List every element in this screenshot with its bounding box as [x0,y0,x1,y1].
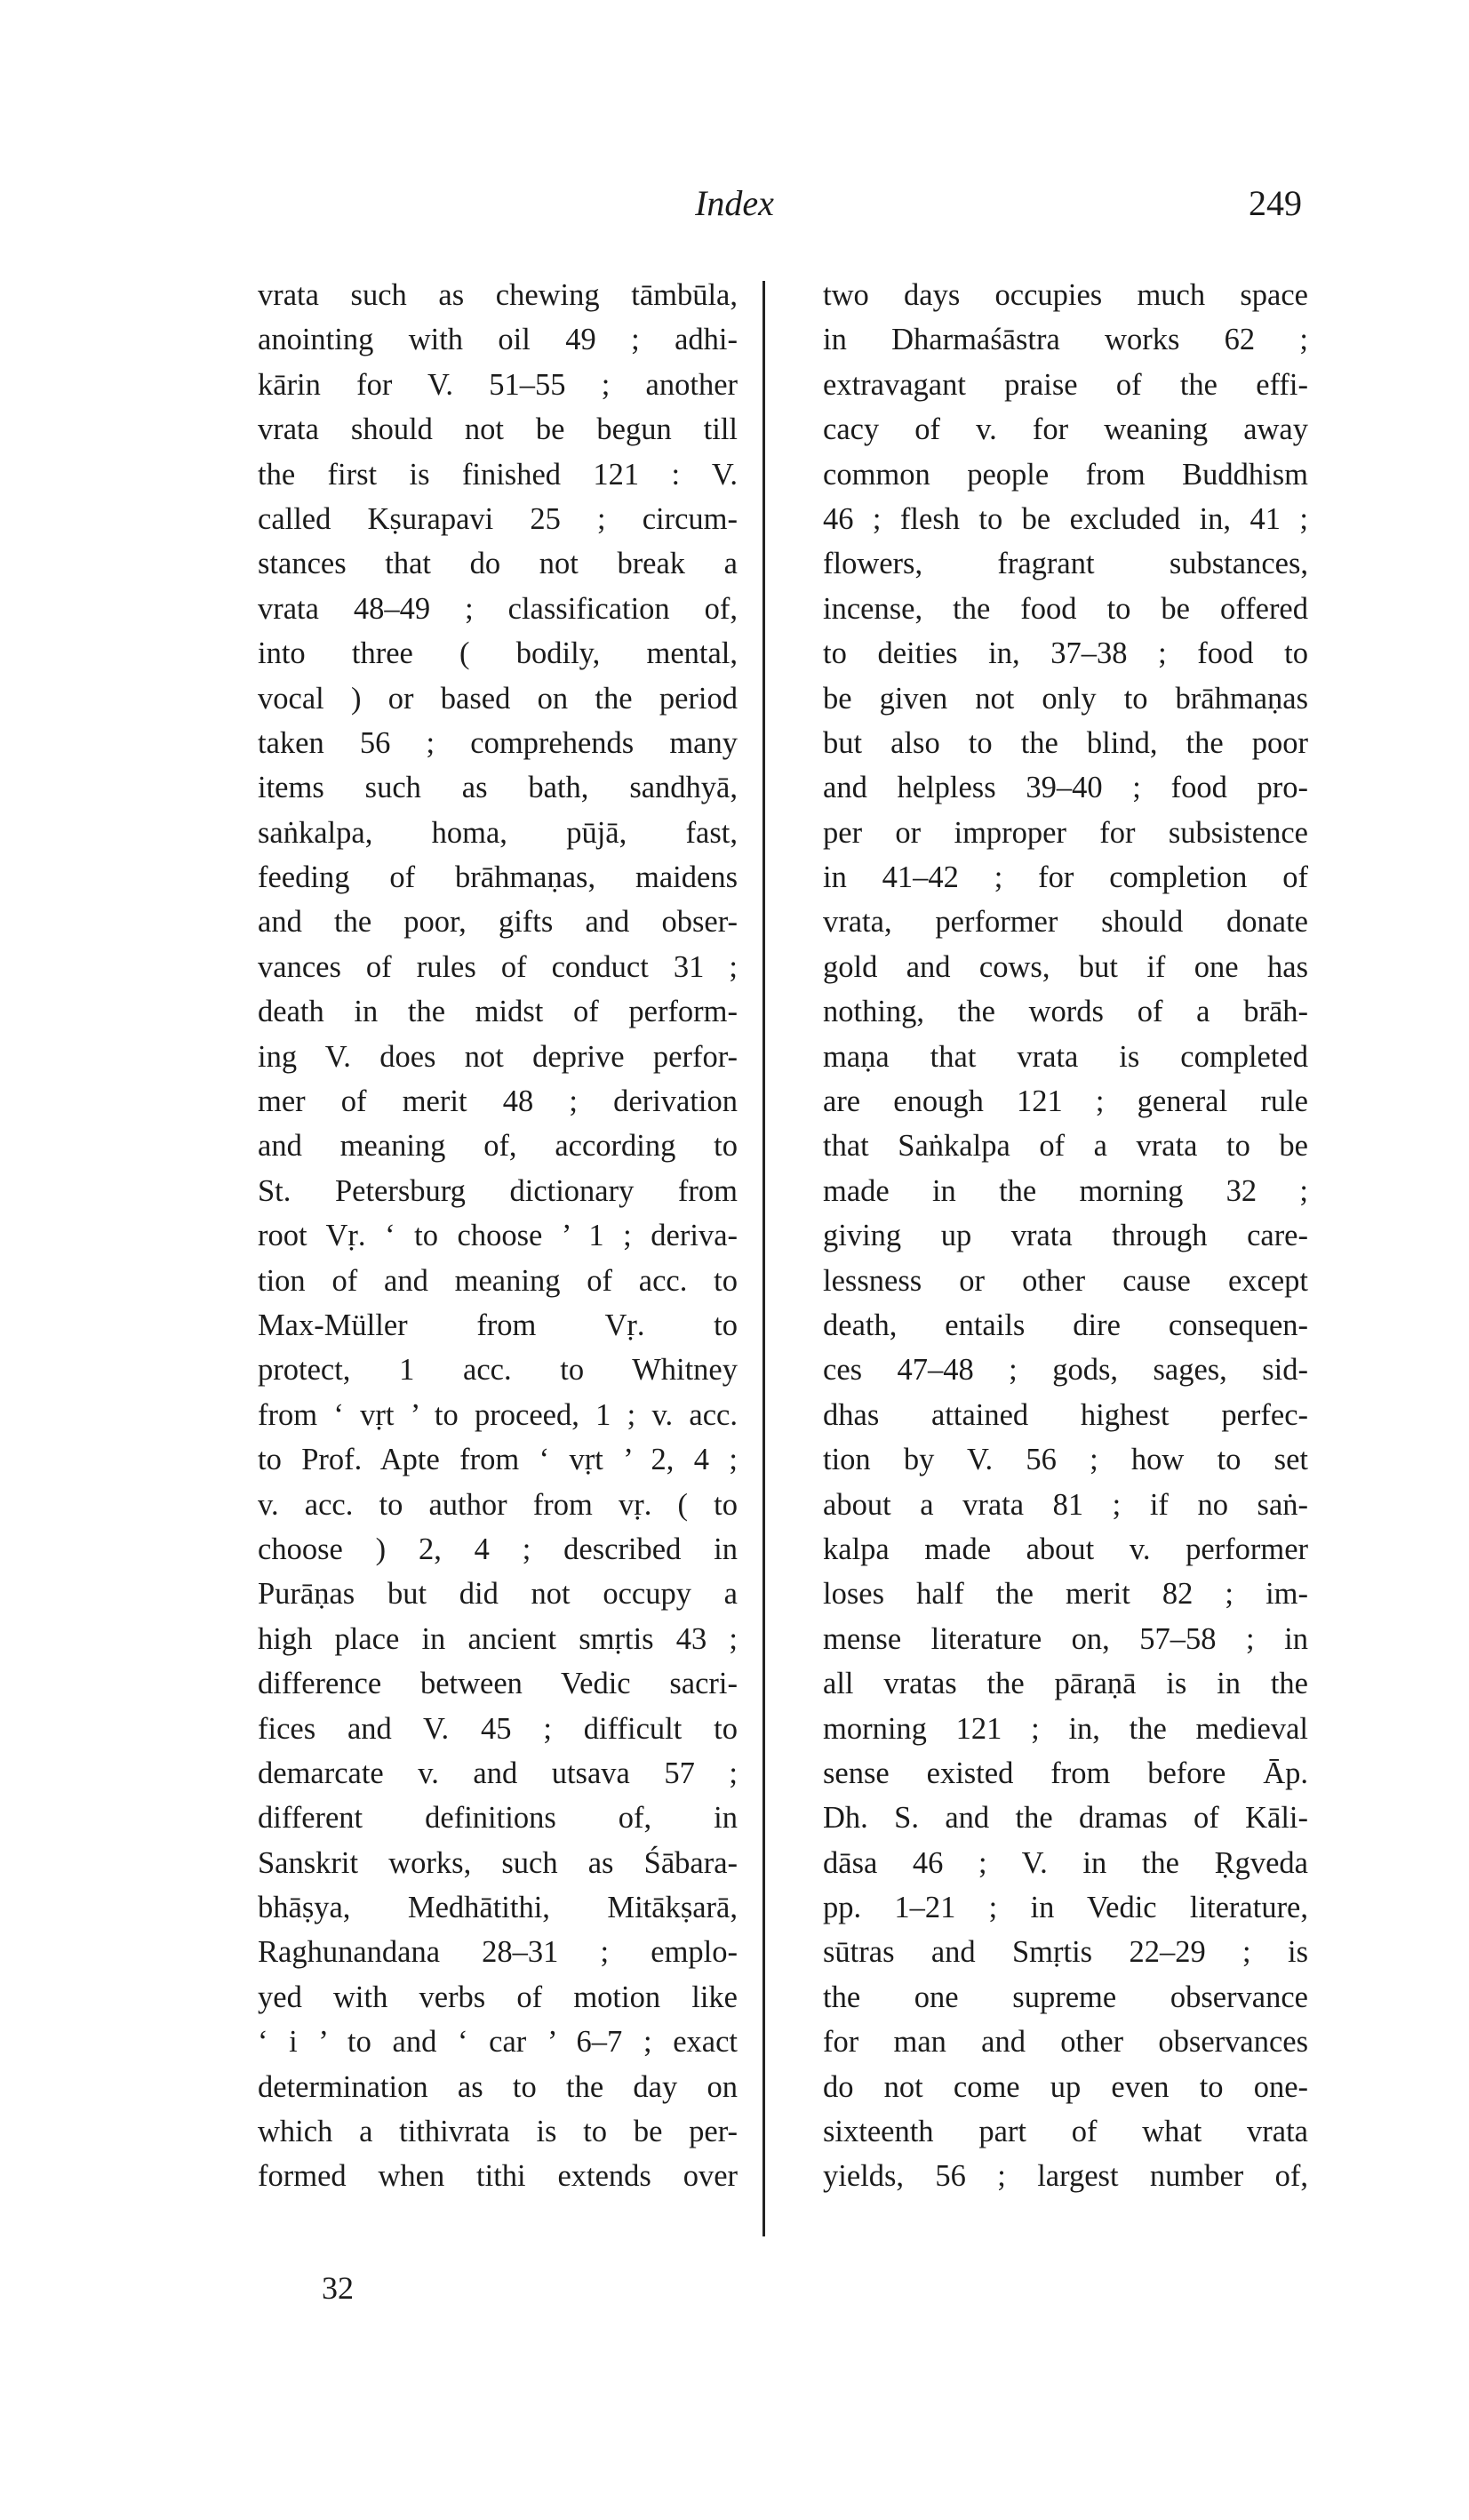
index-line: that Saṅkalpa of a vrata to be [823,1129,1308,1164]
index-line: extravagant praise of the effi- [823,367,1308,402]
index-line: fices and V. 45 ; difficult to [258,1711,738,1746]
index-line: v. acc. to author from vṛ. ( to [258,1487,738,1522]
index-line: cacy of v. for weaning away [823,412,1308,447]
index-line: yields, 56 ; largest number of, [823,2159,1308,2194]
right-column [823,273,1308,2199]
index-line: are enough 121 ; general rule [823,1084,1308,1119]
index-line: bhāṣya, Medhātithi, Mitākṣarā, [258,1891,738,1925]
index-line: vrata such as chewing tāmbūla, [258,278,738,312]
index-line: sūtras and Smṛtis 22–29 ; is [823,1935,1308,1970]
index-line: for man and other observances [823,2025,1308,2060]
index-line: but also to the blind, the poor [823,725,1308,760]
index-line: kārin for V. 51–55 ; another [258,367,738,402]
index-line: do not come up even to one- [823,2069,1308,2104]
index-line: formed when tithi extends over [258,2159,738,2194]
index-line: Dh. S. and the dramas of Kāli- [823,1801,1308,1836]
index-line: ing V. does not deprive perfor- [258,1039,738,1074]
index-line: dhas attained highest perfec- [823,1397,1308,1432]
index-line: loses half the merit 82 ; im- [823,1577,1308,1612]
index-line: which a tithivrata is to be per- [258,2115,738,2149]
index-line: all vratas the pāraṇā is in the [823,1667,1308,1701]
index-line: tion by V. 56 ; how to set [823,1443,1308,1477]
index-line: lessness or other cause except [823,1263,1308,1298]
index-line: choose ) 2, 4 ; described in [258,1532,738,1566]
index-line: vrata should not be begun till [258,412,738,447]
index-line: and helpless 39–40 ; food pro- [823,771,1308,805]
index-line: Sanskrit works, such as Śābara- [258,1845,738,1880]
index-line: the one supreme observance [823,1980,1308,2014]
index-line: the first is finished 121 : V. [258,457,738,492]
index-line: in 41–42 ; for completion of [823,860,1308,895]
index-line: from ‘ vṛt ’ to proceed, 1 ; v. acc. [258,1397,738,1432]
left-column [258,273,738,2199]
index-line: sixteenth part of what vrata [823,2115,1308,2149]
index-line: pp. 1–21 ; in Vedic literature, [823,1891,1308,1925]
index-line: and meaning of, according to [258,1129,738,1164]
index-line: ces 47–48 ; gods, sages, sid- [823,1353,1308,1388]
index-line: maṇa that vrata is completed [823,1039,1308,1074]
index-line: made in the morning 32 ; [823,1173,1308,1208]
index-line: two days occupies much space [823,278,1308,312]
index-line: tion of and meaning of acc. to [258,1263,738,1298]
index-line: in Dharmaśāstra works 62 ; [823,323,1308,357]
index-line: giving up vrata through care- [823,1219,1308,1253]
index-line: vocal ) or based on the period [258,681,738,716]
index-line: mense literature on, 57–58 ; in [823,1621,1308,1656]
index-line: demarcate v. and utsava 57 ; [258,1756,738,1790]
page-title: Index [695,183,774,223]
index-line: determination as to the day on [258,2069,738,2104]
index-line: difference between Vedic sacri- [258,1667,738,1701]
index-line: stances that do not break a [258,547,738,581]
index-line: to deities in, 37–38 ; food to [823,636,1308,671]
index-line: Purāṇas but did not occupy a [258,1577,738,1612]
index-line: gold and cows, but if one has [823,949,1308,984]
page-number: 249 [1249,183,1302,223]
index-line: different definitions of, in [258,1801,738,1836]
index-line: and the poor, gifts and obser- [258,905,738,940]
index-line: mer of merit 48 ; derivation [258,1084,738,1119]
index-line: yed with verbs of motion like [258,1980,738,2014]
index-line: Max-Müller from Vṛ. to [258,1308,738,1342]
index-line: kalpa made about v. performer [823,1532,1308,1566]
index-line: vrata, performer should donate [823,905,1308,940]
index-line: morning 121 ; in, the medieval [823,1711,1308,1746]
index-line: flowers, fragrant substances, [823,547,1308,581]
index-line: taken 56 ; comprehends many [258,725,738,760]
index-line: high place in ancient smṛtis 43 ; [258,1621,738,1656]
index-line: death, entails dire consequen- [823,1308,1308,1342]
index-line: vrata 48–49 ; classification of, [258,591,738,626]
index-line: common people from Buddhism [823,457,1308,492]
index-line: incense, the food to be offered [823,591,1308,626]
index-line: nothing, the words of a brāh- [823,995,1308,1029]
index-line: about a vrata 81 ; if no saṅ- [823,1487,1308,1522]
index-line: protect, 1 acc. to Whitney [258,1353,738,1388]
index-line: saṅkalpa, homa, pūjā, fast, [258,815,738,850]
index-line: per or improper for subsistence [823,815,1308,850]
index-line: dāsa 46 ; V. in the Ṛgveda [823,1845,1308,1880]
index-line: anointing with oil 49 ; adhi- [258,323,738,357]
column-divider [762,281,765,2236]
index-line: to Prof. Apte from ‘ vṛt ’ 2, 4 ; [258,1443,738,1477]
index-line: vances of rules of conduct 31 ; [258,949,738,984]
index-line: sense existed from before Āp. [823,1756,1308,1790]
index-line: into three ( bodily, mental, [258,636,738,671]
index-line: be given not only to brāhmaṇas [823,681,1308,716]
index-line: ‘ i ’ to and ‘ car ’ 6–7 ; exact [258,2025,738,2060]
index-line: root Vṛ. ‘ to choose ’ 1 ; deriva- [258,1219,738,1253]
index-line: Raghunandana 28–31 ; emplo- [258,1935,738,1970]
index-line: death in the midst of perform- [258,995,738,1029]
index-line: called Kṣurapavi 25 ; circum- [258,501,738,536]
index-line: items such as bath, sandhyā, [258,771,738,805]
index-line: St. Petersburg dictionary from [258,1173,738,1208]
index-line: feeding of brāhmaṇas, maidens [258,860,738,895]
signature-mark: 32 [322,2270,354,2306]
index-line: 46 ; flesh to be excluded in, 41 ; [823,501,1308,536]
